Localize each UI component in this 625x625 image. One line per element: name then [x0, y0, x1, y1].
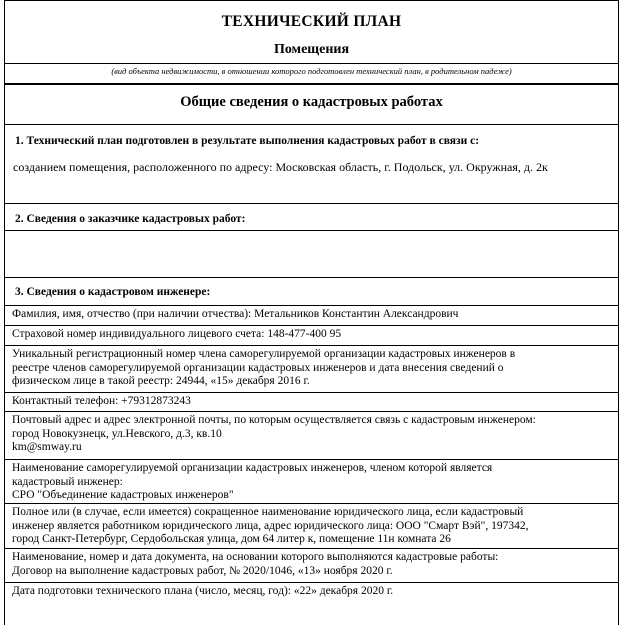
registration-line: реестре членов саморегулируемой организации кадастровых инженеров и дата внесения сведений о [12, 361, 504, 374]
engineer-fio-row [5, 305, 618, 325]
divider-section1 [5, 124, 618, 125]
legal-entity-line: город Санкт-Петербург, Сердобольская улица, дом 64 литер к, помещение 11н комната 26 [12, 533, 451, 545]
document-title: ТЕХНИЧЕСКИЙ ПЛАН [221, 13, 402, 30]
engineer-phone: Контактный телефон: +79312873243 [12, 395, 191, 407]
engineer-email: km@smway.ru [12, 441, 82, 453]
engineer-snils-row [5, 325, 618, 345]
sro-line: кадастровый инженер: [12, 475, 123, 488]
address-line: город Новокузнецк, ул.Невского, д.3, кв.10 [12, 427, 222, 440]
engineer-fio: Фамилия, имя, отчество (при наличии отчества): Метальников Константин Александрович [12, 308, 459, 320]
section3-heading: 3. Сведения о кадастровом инженере: [15, 286, 211, 298]
section1-heading: 1. Технический план подготовлен в результате выполнения кадастровых работ в связи с: [15, 135, 480, 147]
object-type: Помещения [273, 42, 350, 57]
object-type-note: (вид объекта недвижимости, в отношении которого подготовлен технический план, в родительном падеже) [111, 66, 512, 76]
address-line: Почтовый адрес и адрес электронной почты, по которым осуществляется связь с кадастровым инженером: [12, 414, 536, 426]
legal-entity-row [5, 503, 618, 548]
section2-heading: 2. Сведения о заказчике кадастровых работ: [15, 213, 246, 225]
plan-date-row [5, 582, 618, 604]
divider-section3 [5, 277, 618, 278]
object-type-underline [5, 63, 618, 64]
technical-plan-document [4, 0, 619, 625]
contract-row [5, 548, 618, 582]
sro-line: Наименование саморегулируемой организации кадастровых инженеров, членом которой является [12, 462, 493, 474]
plan-date: Дата подготовки технического плана (число, месяц, год): «22» декабря 2020 г. [12, 585, 394, 597]
registration-line: физическом лице в такой реестр: 24944, «15» декабря 2016 г. [12, 375, 310, 387]
general-info-title: Общие сведения о кадастровых работах [180, 94, 443, 110]
section1-text: созданием помещения, расположенного по адресу: Московская область, г. Подольск, ул. Окружная, д. 2к [13, 160, 548, 174]
engineer-address-row [5, 411, 618, 459]
engineer-snils: Страховой номер индивидуального лицевого счета: 148-477-400 95 [12, 328, 342, 340]
engineer-phone-row [5, 392, 618, 411]
engineer-registration-row [5, 345, 618, 392]
legal-entity-line: инженер является работником юридического лица, адрес юридического лица: ООО "Смарт Вэй", 197342, [12, 519, 529, 532]
sro-row [5, 459, 618, 503]
divider-section2 [5, 203, 618, 204]
contract-line: Договор на выполнение кадастровых работ, № 2020/1046, «13» ноября 2020 г. [12, 564, 393, 577]
section2-heading-underline [5, 230, 618, 231]
divider-general [5, 83, 618, 85]
legal-entity-line: Полное или (в случае, если имеется) сокращенное наименование юридического лица, если кадастровый [12, 506, 524, 518]
sro-name: СРО "Объединение кадастровых инженеров" [12, 489, 234, 501]
contract-line: Наименование, номер и дата документа, на основании которого выполняются кадастровые работы: [12, 551, 499, 563]
registration-line: Уникальный регистрационный номер члена саморегулируемой организации кадастровых инженеров в [12, 348, 516, 360]
